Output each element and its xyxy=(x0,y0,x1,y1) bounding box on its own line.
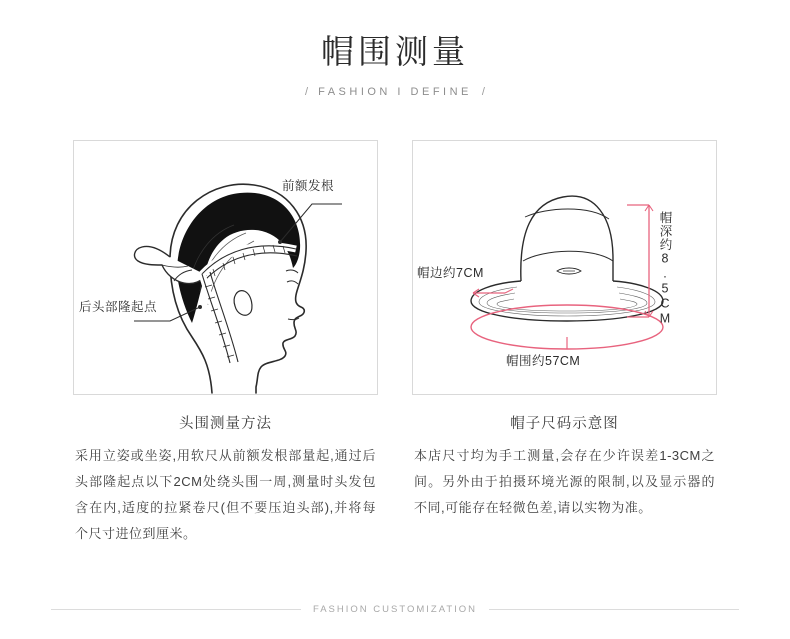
panel-head-measurement xyxy=(73,140,378,547)
panels-container xyxy=(0,140,790,547)
subtitle-slash-left: / xyxy=(305,86,309,99)
panel-head-caption: 头围测量方法 xyxy=(179,416,272,432)
subtitle-slash-right: / xyxy=(481,86,485,99)
head-measurement-figure xyxy=(73,140,378,395)
page-title: 帽围测量 xyxy=(321,32,469,71)
hat-size-figure xyxy=(412,140,717,395)
panel-hat-size xyxy=(412,140,717,547)
footer-divider-right xyxy=(489,609,739,610)
label-hat-circumference: 帽围约57CM xyxy=(506,354,581,368)
label-hat-depth: 帽深约8.5CM xyxy=(658,211,672,327)
subtitle-text: FASHION I DEFINE xyxy=(318,86,472,99)
label-occipital-point: 后头部隆起点 xyxy=(79,300,158,314)
subtitle-row xyxy=(0,86,790,98)
hat-logo xyxy=(557,268,581,274)
page-footer xyxy=(0,604,790,615)
footer-divider-left xyxy=(51,609,301,610)
panel-head-body: 采用立姿或坐姿,用软尺从前额发根部量起,通过后头部隆起点以下2CM处绕头围一周,测量时头发包含在内,适度的拉紧卷尺(但不要压迫头部),并将每个尺寸进位到厘米。 xyxy=(75,448,376,541)
footer-text: FASHION CUSTOMIZATION xyxy=(312,604,478,615)
label-front-hairline: 前额发根 xyxy=(282,179,335,193)
label-hat-brim: 帽边约7CM xyxy=(417,266,484,280)
panel-hat-body: 本店尺寸均为手工测量,会存在少许误差1-3CM之间。另外由于拍摄环境光源的限制,以及显示器的不同,可能存在轻微色差,请以实物为准。 xyxy=(414,448,715,515)
panel-hat-caption: 帽子尺码示意图 xyxy=(510,416,619,432)
page-header xyxy=(0,0,790,98)
